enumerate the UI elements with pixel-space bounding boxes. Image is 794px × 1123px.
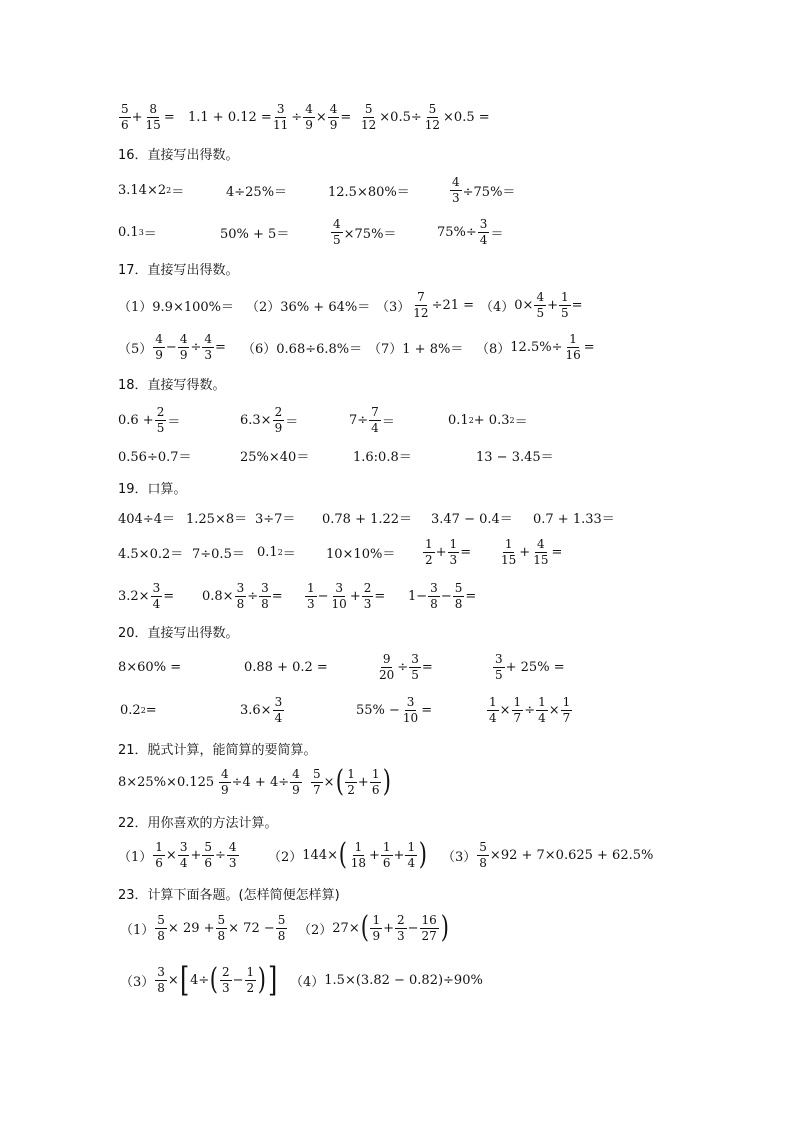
fraction: $\frac{16}{27}$ <box>421 912 437 943</box>
q19-row-3 <box>118 571 774 621</box>
fraction: $\frac{3}{4}$ <box>152 580 161 611</box>
q23-expr: （1） $\frac{5}{8}$ × 29 + $\frac{5}{8}$ × 72 − $\frac{5}{8}$ <box>120 912 286 943</box>
q19-expr: 0.78 + 1.22＝ <box>322 511 413 527</box>
q20-expr: 0.2 2 = <box>120 702 157 718</box>
q19-expr: 3÷7＝ <box>255 511 296 527</box>
q19-row-2 <box>118 527 774 577</box>
q20-heading: 20．直接写出得数。 <box>118 626 239 641</box>
q20-expr: $\frac{1}{4}$ × $\frac{1}{7}$ ÷ $\frac{1}{4}$ × $\frac{1}{7}$ <box>489 694 571 725</box>
q17-expr: （1）9.9×100%＝ <box>118 299 235 315</box>
fraction: $\frac{4}{3}$ <box>204 331 213 362</box>
right-paren-icon: ) <box>257 962 267 997</box>
fraction: $\frac{4}{9}$ <box>221 766 229 797</box>
fraction: $\frac{9}{20}$ <box>379 651 395 682</box>
fraction: $\frac{4}{15}$ <box>533 536 549 567</box>
q23-row-1 <box>118 903 774 953</box>
fraction: $\frac{1}{2}$ <box>246 964 255 995</box>
top-row <box>118 92 774 142</box>
q21-heading: 21．脱式计算，能简算的要简算。 <box>118 743 317 758</box>
q17-heading: 17．直接写出得数。 <box>118 263 239 278</box>
q19-expr: 7÷0.5＝ <box>192 546 245 562</box>
fraction: $\frac{4}{5}$ <box>536 289 545 320</box>
q19-expr: $\frac{1}{2}$ + $\frac{1}{3}$ = <box>425 536 472 567</box>
fraction: $\frac{5}{6}$ <box>121 101 129 132</box>
fraction: $\frac{5}{8}$ <box>277 912 286 943</box>
expr-top-3: $\frac{3}{11}$ ÷ $\frac{4}{9}$ × $\frac{4}{9}$ = <box>273 101 352 132</box>
q21-expr: 8×25%×0.125 <box>118 774 215 790</box>
fraction: $\frac{1}{9}$ <box>372 912 381 943</box>
right-paren-icon: ) <box>440 910 449 945</box>
q19-expr: $\frac{1}{3}$ − $\frac{3}{10}$ + $\frac{2}{3}$ = <box>307 580 386 611</box>
fraction: $\frac{7}{12}$ <box>413 289 429 320</box>
fraction: $\frac{1}{16}$ <box>565 331 581 362</box>
fraction: $\frac{4}{3}$ <box>452 174 460 205</box>
fraction: $\frac{1}{15}$ <box>501 536 517 567</box>
q17-row-2 <box>118 322 774 372</box>
q22-heading: 22．用你喜欢的方法计算。 <box>118 816 278 831</box>
left-paren-icon: ( <box>360 910 369 945</box>
q19-expr: 1.25×8＝ <box>186 511 248 527</box>
fraction: $\frac{1}{2}$ <box>425 536 433 567</box>
q19-expr: 3.2× $\frac{3}{4}$ = <box>118 580 175 611</box>
fraction: $\frac{5}{12}$ <box>424 101 441 132</box>
fraction: $\frac{5}{8}$ <box>454 580 463 611</box>
fraction: $\frac{1}{3}$ <box>307 580 315 611</box>
fraction: $\frac{1}{6}$ <box>371 766 380 797</box>
q16-expr: 3.14×2 2 ＝ <box>118 182 185 200</box>
q19-expr: 0.8× $\frac{3}{8}$ ÷ $\frac{3}{8}$ = <box>202 580 283 611</box>
q16-expr: 12.5×80%＝ <box>328 184 410 200</box>
q19-expr: 404÷4＝ <box>118 511 175 527</box>
q18-expr: 13 − 3.45＝ <box>476 449 554 465</box>
q17-expr: （2）36% + 64%＝ <box>246 299 371 315</box>
fraction: $\frac{1}{18}$ <box>350 839 366 870</box>
q22-expr: （1） $\frac{1}{6}$ × $\frac{3}{4}$ + $\frac{5}{6}$ ÷ $\frac{4}{3}$ <box>118 839 237 870</box>
q19-expr: 0.1 2 ＝ <box>257 544 296 562</box>
q23-heading: 23．计算下面各题。(怎样简便怎样算) <box>118 888 340 903</box>
fraction: $\frac{4}{9}$ <box>305 101 313 132</box>
fraction: $\frac{3}{5}$ <box>495 651 503 682</box>
right-paren-icon: ) <box>383 764 392 799</box>
fraction: $\frac{1}{7}$ <box>562 694 571 725</box>
fraction: $\frac{1}{6}$ <box>382 839 391 870</box>
q20-expr: 0.88 + 0.2 = <box>244 659 328 675</box>
q18-expr: 0.1 2 + 0.3 2 ＝ <box>448 412 528 430</box>
q23-expr: （4） 1.5×(3.82 − 0.82)÷90% <box>290 972 483 990</box>
q19-expr: 3.47 − 0.4＝ <box>431 511 513 527</box>
fraction: $\frac{1}{4}$ <box>407 839 416 870</box>
fraction: $\frac{3}{8}$ <box>261 580 269 611</box>
left-paren-icon: ( <box>338 837 347 872</box>
q16-expr: 75%÷ $\frac{3}{4}$ ＝ <box>437 216 504 247</box>
fraction: $\frac{3}{11}$ <box>273 101 289 132</box>
q18-expr: 0.56÷0.7＝ <box>118 449 192 465</box>
q16-expr: 50% + 5＝ <box>220 226 290 242</box>
fraction: $\frac{3}{8}$ <box>157 964 165 995</box>
fraction: $\frac{5}{8}$ <box>157 912 165 943</box>
q18-expr: 6.3× $\frac{2}{9}$ ＝ <box>240 404 299 435</box>
fraction: $\frac{4}{3}$ <box>228 839 237 870</box>
fraction: $\frac{1}{4}$ <box>489 694 497 725</box>
fraction: $\frac{4}{9}$ <box>292 766 300 797</box>
q20-expr: 3.6× $\frac{3}{4}$ <box>240 694 283 725</box>
fraction: $\frac{2}{9}$ <box>274 404 283 435</box>
fraction: $\frac{8}{15}$ <box>145 101 161 132</box>
q21-expr: $\frac{4}{9}$ ÷4 + 4÷ $\frac{4}{9}$ <box>221 766 300 797</box>
fraction: $\frac{3}{4}$ <box>179 839 188 870</box>
fraction: $\frac{4}{5}$ <box>333 216 341 247</box>
q20-row-2 <box>118 685 774 735</box>
fraction: $\frac{3}{4}$ <box>479 216 488 247</box>
fraction: $\frac{1}{5}$ <box>561 289 569 320</box>
q19-expr: 4.5×0.2＝ <box>118 546 184 562</box>
q16-expr: $\frac{4}{5}$ ×75%＝ <box>333 216 397 247</box>
fraction: $\frac{3}{10}$ <box>402 694 419 725</box>
fraction: $\frac{5}{6}$ <box>204 839 213 870</box>
q23-expr: （3） $\frac{3}{8}$ × [ 4÷ ( $\frac{2}{3}$ − $\frac{1}{2}$ ) ] <box>120 960 278 1000</box>
q16-expr: $\frac{4}{3}$ ÷75%＝ <box>452 174 516 205</box>
fraction: $\frac{3}{8}$ <box>236 580 245 611</box>
q17-expr: （8） 12.5%÷ $\frac{1}{16}$ = <box>476 331 595 362</box>
fraction: $\frac{2}{5}$ <box>156 404 165 435</box>
fraction: $\frac{2}{3}$ <box>363 580 372 611</box>
q19-expr: $\frac{1}{15}$ + $\frac{4}{15}$ = <box>501 536 563 567</box>
fraction: $\frac{2}{3}$ <box>396 912 405 943</box>
q16-expr: 0.1 3 ＝ <box>118 224 157 242</box>
q17-expr: （3） $\frac{7}{12}$ ÷21 = <box>376 289 475 320</box>
fraction: $\frac{1}{3}$ <box>449 536 458 567</box>
fraction: $\frac{5}{12}$ <box>361 101 377 132</box>
q19-heading: 19．口算。 <box>118 482 187 497</box>
q18-row-2 <box>118 430 774 480</box>
right-bracket-icon: ] <box>267 960 278 1000</box>
q17-expr: （6）0.68÷6.8%＝ <box>242 341 363 357</box>
q20-expr: 8×60% = <box>118 659 182 675</box>
left-paren-icon: ( <box>335 764 344 799</box>
q16-expr: 4÷25%＝ <box>226 184 288 200</box>
fraction: $\frac{3}{10}$ <box>331 580 347 611</box>
q20-expr: $\frac{9}{20}$ ÷ $\frac{3}{5}$ = <box>379 651 433 682</box>
expr-top-1: $\frac{5}{6}$ + $\frac{8}{15}$ = <box>121 101 175 132</box>
fraction: $\frac{1}{2}$ <box>347 766 355 797</box>
expr-top-4: $\frac{5}{12}$ ×0.5÷ $\frac{5}{12}$ ×0.5 = <box>361 101 490 132</box>
q21-row <box>118 757 774 807</box>
q22-expr: （3） $\frac{5}{8}$ ×92 + 7×0.625 + 62.5% <box>442 839 654 870</box>
fraction: $\frac{3}{8}$ <box>430 580 438 611</box>
left-paren-icon: ( <box>210 962 219 997</box>
fraction: $\frac{3}{4}$ <box>274 694 283 725</box>
fraction: $\frac{4}{9}$ <box>329 101 338 132</box>
q17-expr: （7）1 + 8%＝ <box>368 341 464 357</box>
fraction: $\frac{5}{8}$ <box>217 912 226 943</box>
q21-expr: $\frac{5}{7}$ × ( $\frac{1}{2}$ + $\frac{1}{6}$ ) <box>313 764 392 799</box>
q18-expr: 25%×40＝ <box>240 449 310 465</box>
fraction: $\frac{3}{5}$ <box>411 651 419 682</box>
fraction: $\frac{7}{4}$ <box>371 404 379 435</box>
q23-expr: （2） 27× ( $\frac{1}{9}$ + $\frac{2}{3}$ − $\frac{16}{27}$ ) <box>298 910 449 945</box>
right-paren-icon: ) <box>418 837 428 872</box>
fraction: $\frac{2}{3}$ <box>221 964 230 995</box>
q20-expr: 55% − $\frac{3}{10}$ = <box>356 694 433 725</box>
fraction: $\frac{4}{9}$ <box>179 331 188 362</box>
q18-expr: 7÷ $\frac{7}{4}$ ＝ <box>349 404 395 435</box>
left-bracket-icon: [ <box>179 960 190 1000</box>
q16-row-2 <box>118 207 774 257</box>
fraction: $\frac{5}{7}$ <box>313 766 321 797</box>
q22-row <box>118 830 774 880</box>
fraction: $\frac{5}{8}$ <box>479 839 487 870</box>
q16-heading: 16．直接写出得数。 <box>118 148 239 163</box>
fraction: $\frac{1}{6}$ <box>155 839 163 870</box>
q18-expr: 0.6 + $\frac{2}{5}$ ＝ <box>118 404 181 435</box>
q19-expr: 0.7 + 1.33＝ <box>533 511 615 527</box>
expr-top-2: 1.1 + 0.12 = <box>188 109 272 125</box>
q18-heading: 18．直接写得数。 <box>118 378 226 393</box>
q19-expr: 1− $\frac{3}{8}$ − $\frac{5}{8}$ = <box>408 580 477 611</box>
q20-expr: $\frac{3}{5}$ + 25% = <box>495 651 565 682</box>
q18-expr: 1.6:0.8＝ <box>353 449 412 465</box>
fraction: $\frac{4}{9}$ <box>155 331 163 362</box>
q22-expr: （2） 144× ( $\frac{1}{18}$ + $\frac{1}{6}$ + $\frac{1}{4}$ ) <box>268 837 428 872</box>
q19-expr: 10×10%＝ <box>326 546 396 562</box>
fraction: $\frac{1}{4}$ <box>538 694 546 725</box>
q23-row-2 <box>118 955 774 1005</box>
q17-expr: （4） 0× $\frac{4}{5}$ + $\frac{1}{5}$ = <box>480 289 583 320</box>
q17-expr: （5） $\frac{4}{9}$ − $\frac{4}{9}$ ÷ $\frac{4}{3}$ = <box>118 331 226 362</box>
fraction: $\frac{1}{7}$ <box>513 694 522 725</box>
